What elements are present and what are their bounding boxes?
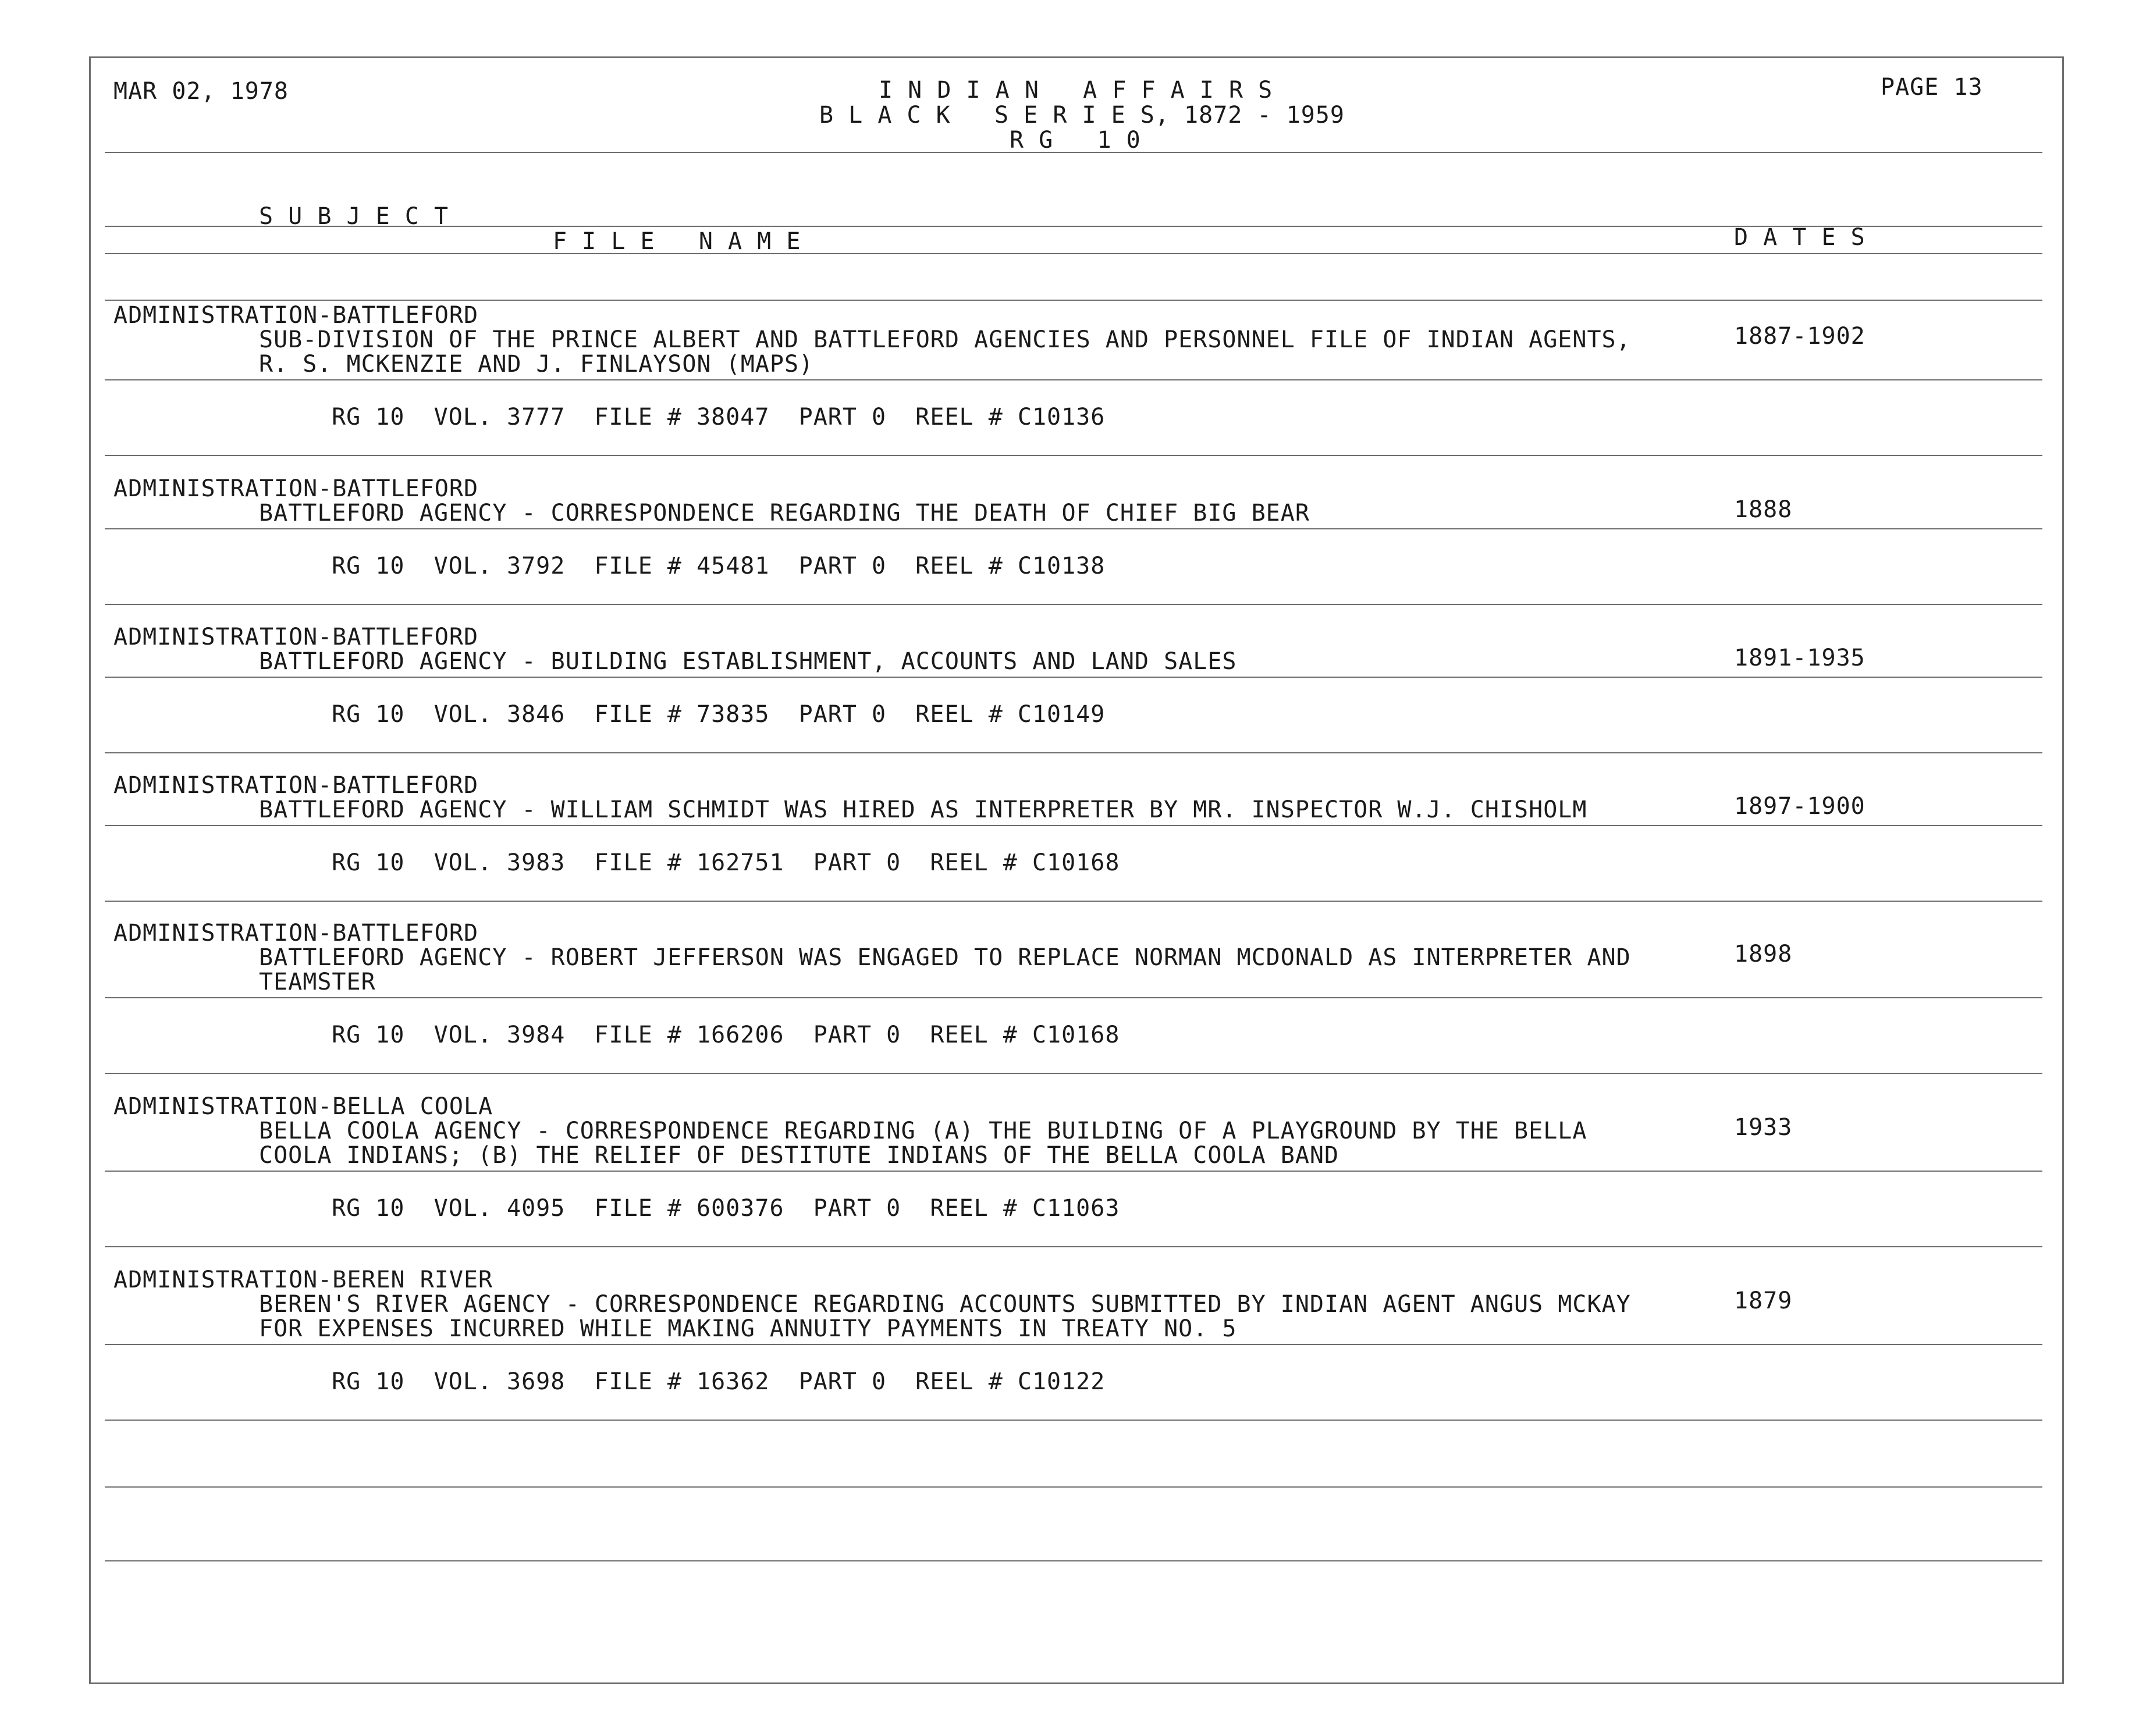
entry-description: BATTLEFORD AGENCY - BUILDING ESTABLISHMENT, ACCOUNTS AND LAND SALES (259, 648, 1237, 675)
entry-dates: 1933 (1734, 1114, 1793, 1141)
entry-reference: RG 10 VOL. 3984 FILE # 166206 PART 0 REEL # C10168 (332, 1022, 1120, 1048)
page-number: PAGE 13 (1881, 74, 1983, 101)
entry-separator-rule (105, 901, 2042, 902)
entry-description-rule (105, 825, 2042, 826)
entry-description: BATTLEFORD AGENCY - CORRESPONDENCE REGARDING THE DEATH OF CHIEF BIG BEAR (259, 500, 1310, 527)
entry-dates: 1897-1900 (1734, 793, 1866, 820)
entry-description-rule (105, 379, 2042, 380)
report-date: MAR 02, 1978 (113, 78, 289, 105)
entry-dates: 1898 (1734, 941, 1793, 967)
entry-subject: ADMINISTRATION-BATTLEFORD (113, 475, 479, 502)
entry-description-rule (105, 997, 2042, 998)
entry-separator-rule (105, 455, 2042, 456)
entry-reference: RG 10 VOL. 3983 FILE # 162751 PART 0 REEL # C10168 (332, 849, 1120, 876)
header-rule (105, 152, 2042, 153)
entry-description: BEREN'S RIVER AGENCY - CORRESPONDENCE REGARDING ACCOUNTS SUBMITTED BY INDIAN AGENT ANGUS MCKAY (259, 1291, 1631, 1318)
entry-reference: RG 10 VOL. 4095 FILE # 600376 PART 0 REEL # C11063 (332, 1195, 1120, 1222)
blank-rule (105, 1486, 2042, 1488)
entry-dates: 1879 (1734, 1287, 1793, 1314)
entry-reference: RG 10 VOL. 3777 FILE # 38047 PART 0 REEL # C10136 (332, 404, 1106, 431)
entry-description: FOR EXPENSES INCURRED WHILE MAKING ANNUITY PAYMENTS IN TREATY NO. 5 (259, 1315, 1237, 1342)
record-group: R G 1 0 (1010, 127, 1141, 154)
entry-reference: RG 10 VOL. 3846 FILE # 73835 PART 0 REEL # C10149 (332, 701, 1106, 728)
entry-separator-rule (105, 1073, 2042, 1074)
entry-subject: ADMINISTRATION-BEREN RIVER (113, 1267, 493, 1293)
entry-description-rule (105, 528, 2042, 529)
entry-description: BATTLEFORD AGENCY - ROBERT JEFFERSON WAS ENGAGED TO REPLACE NORMAN MCDONALD AS INTERPRETER AND (259, 944, 1631, 971)
entry-description: BELLA COOLA AGENCY - CORRESPONDENCE REGARDING (A) THE BUILDING OF A PLAYGROUND BY THE BELLA (259, 1118, 1587, 1144)
entry-dates: 1888 (1734, 496, 1793, 523)
entry-subject: ADMINISTRATION-BATTLEFORD (113, 920, 479, 947)
entry-reference: RG 10 VOL. 3792 FILE # 45481 PART 0 REEL # C10138 (332, 553, 1106, 579)
entry-separator-rule (105, 1246, 2042, 1247)
entry-dates: 1891-1935 (1734, 645, 1866, 671)
entry-description: BATTLEFORD AGENCY - WILLIAM SCHMIDT WAS HIRED AS INTERPRETER BY MR. INSPECTOR W.J. CHISHOLM (259, 796, 1587, 823)
entry-subject: ADMINISTRATION-BATTLEFORD (113, 302, 479, 329)
entry-dates: 1887-1902 (1734, 323, 1866, 350)
column-heading-rule (105, 253, 2042, 254)
entry-subject: ADMINISTRATION-BATTLEFORD (113, 624, 479, 650)
entry-description-rule (105, 1344, 2042, 1345)
entry-description: TEAMSTER (259, 969, 376, 995)
report-title: I N D I A N A F F A I R S (879, 77, 1273, 104)
entry-reference: RG 10 VOL. 3698 FILE # 16362 PART 0 REEL # C10122 (332, 1368, 1106, 1395)
entry-description: R. S. MCKENZIE AND J. FINLAYSON (MAPS) (259, 351, 814, 378)
report-subtitle: B L A C K S E R I E S, 1872 - 1959 (819, 102, 1345, 129)
entry-separator-rule (105, 1420, 2042, 1421)
dates-column-heading: D A T E S (1734, 224, 1866, 251)
blank-rule (105, 1560, 2042, 1561)
entry-description-rule (105, 677, 2042, 678)
entry-subject: ADMINISTRATION-BELLA COOLA (113, 1093, 493, 1120)
entry-subject: ADMINISTRATION-BATTLEFORD (113, 772, 479, 799)
entry-description-rule (105, 1171, 2042, 1172)
entry-separator-rule (105, 604, 2042, 605)
entry-description: SUB-DIVISION OF THE PRINCE ALBERT AND BATTLEFORD AGENCIES AND PERSONNEL FILE OF INDIAN AGENTS, (259, 326, 1631, 353)
entry-separator-rule (105, 752, 2042, 753)
columns-bottom-rule (105, 300, 2042, 301)
subject-column-heading: S U B J E C T (259, 203, 449, 230)
entry-description: COOLA INDIANS; (B) THE RELIEF OF DESTITUTE INDIANS OF THE BELLA COOLA BAND (259, 1142, 1339, 1169)
file-name-column-heading: F I L E N A M E (553, 228, 801, 255)
